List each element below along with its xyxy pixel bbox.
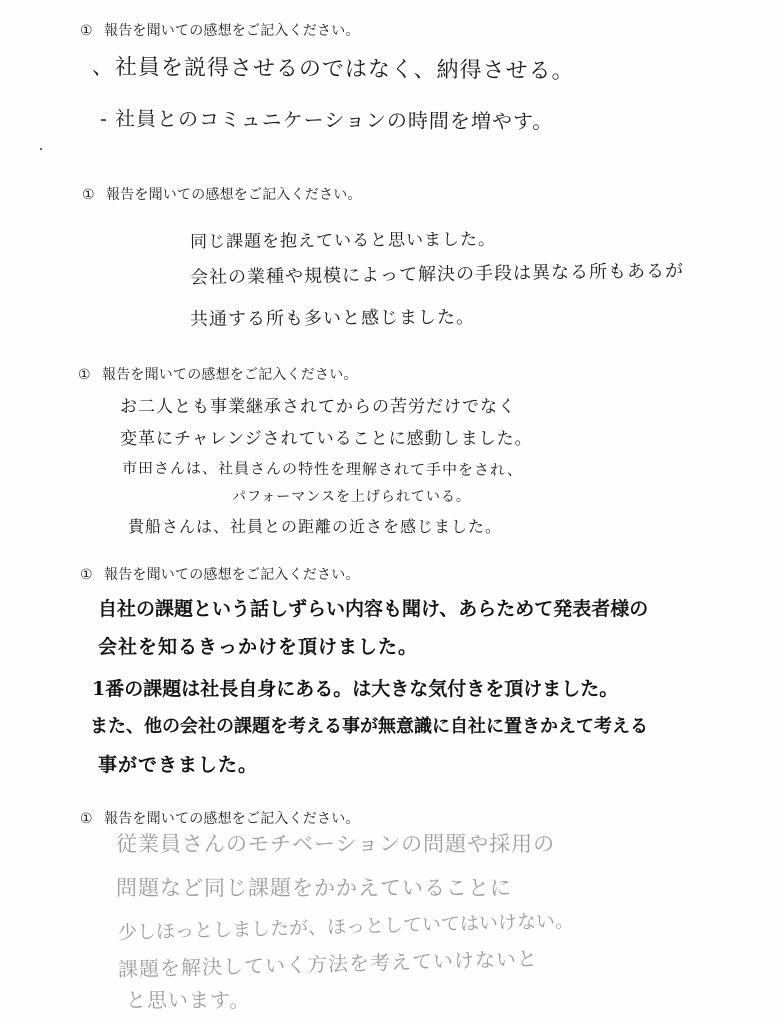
section-5-prompt: 報告を聞いての感想をご記入ください。 (104, 811, 360, 827)
section-3-heading (78, 364, 358, 384)
section-3-prompt: 報告を聞いての感想をご記入ください。 (102, 367, 358, 383)
section-5-line-1: 従業員さんのモチベーションの問題や採用の (116, 832, 556, 856)
section-3-line-2: 変革にチャレンジされていることに感動しました。 (120, 429, 533, 449)
section-5-number: ① (80, 811, 93, 827)
section-2-line-1: 同じ課題を抱えていると思いました。 (189, 229, 497, 253)
section-3-line-1: お二人とも事業継承されてからの苦労だけでなく (120, 397, 516, 417)
section-3-number: ① (78, 367, 91, 383)
section-4-line-3: 1番の課題は社長自身にある。は大きな気付きを頂けました。 (92, 678, 619, 700)
section-1-prompt: 報告を聞いての感想をご記入ください。 (104, 23, 360, 39)
section-1-line-2: - 社員とのコミュニケーションの時間を増やす。 (99, 106, 554, 134)
section-5-heading (80, 808, 360, 828)
section-3-line-4: パフォーマンスを上げられている。 (232, 489, 471, 505)
section-4-line-2: 会社を知るきっかけを頂けました。 (98, 636, 419, 658)
section-4-prompt: 報告を聞いての感想をご記入ください。 (104, 567, 360, 583)
section-3-line-5: 貴船さんは、社員との距離の近さを感じました。 (128, 517, 503, 536)
section-5-line-3: 少しほっとしましたが、ほっとしていてはいけない。 (117, 910, 575, 944)
section-5-line-5: と思います。 (126, 988, 251, 1012)
section-3-line-3: 市田さんは、社員さんの特性を理解されて手中をされ、 (121, 458, 523, 480)
section-2-line-2: 会社の業種や規模によって解決の手段は異なる所もあるが (189, 260, 685, 289)
section-1-line-1: 、社員を説得させるのではなく、納得させる。 (91, 54, 575, 85)
section-4-line-4: また、他の会社の課題を考える事が無意識に自社に置きかえて考える (90, 716, 648, 737)
section-5-line-4: 課題を解決していく方法を考えていけないと (117, 946, 539, 982)
section-4-number: ① (80, 567, 93, 583)
section-2-number: ① (82, 187, 95, 203)
section-4-heading (80, 564, 360, 584)
stray-mark (40, 148, 42, 150)
section-2-heading (82, 184, 362, 204)
section-2-prompt: 報告を聞いての感想をご記入ください。 (106, 187, 362, 203)
section-1-number: ① (80, 23, 93, 39)
section-4-line-5: 事ができました。 (98, 754, 259, 776)
section-5-line-2: 問題など同じ課題をかかえていることに (116, 876, 512, 900)
section-4-line-1: 自社の課題という話しずらい内容も聞け、あらためて発表者様の (98, 598, 649, 620)
section-2-line-3: 共通する所も多いと感じました。 (189, 307, 476, 330)
section-1-heading (80, 20, 360, 40)
